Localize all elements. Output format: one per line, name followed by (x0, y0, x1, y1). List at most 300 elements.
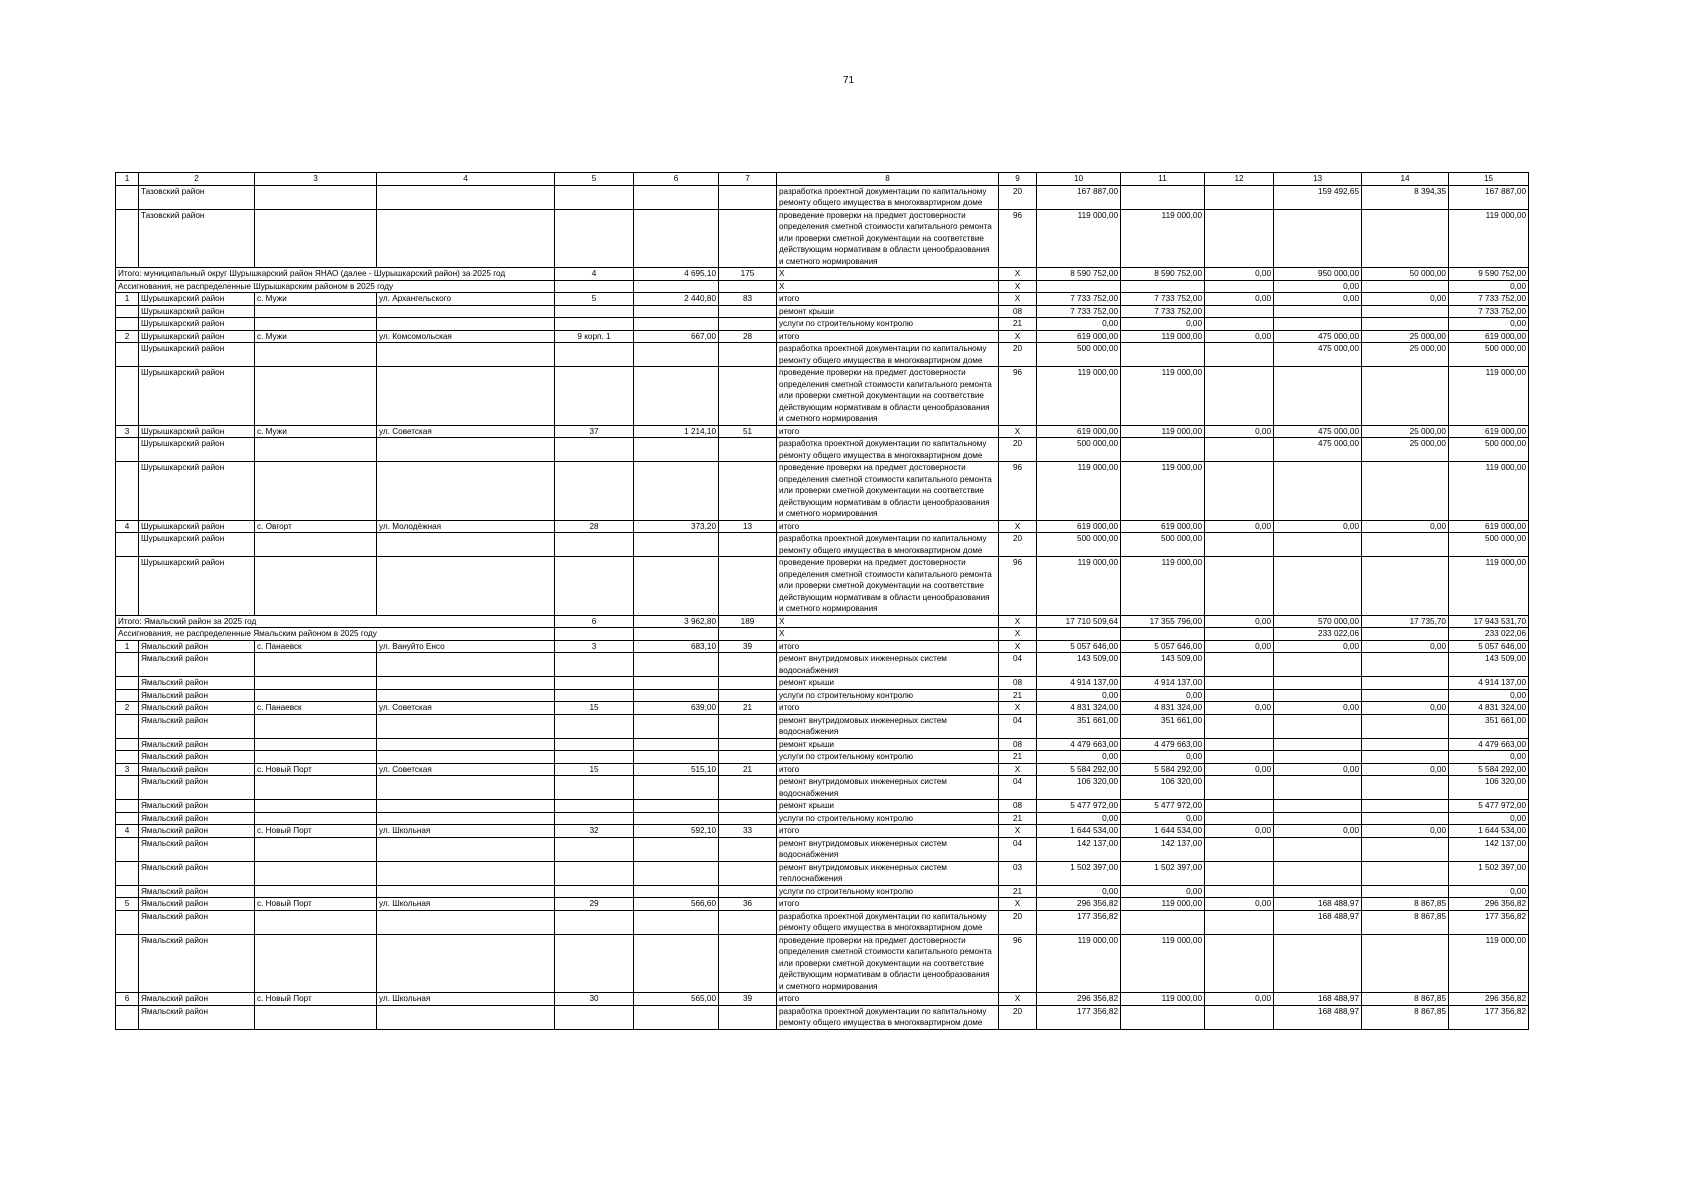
table-cell: 0,00 (1362, 825, 1449, 838)
table-cell: итого (777, 520, 999, 533)
table-cell: 619 000,00 (1037, 520, 1121, 533)
table-cell: 0,00 (1449, 885, 1529, 898)
table-cell (634, 812, 719, 825)
table-cell: 619 000,00 (1449, 425, 1529, 438)
table-cell (634, 1005, 719, 1029)
table-cell (719, 557, 777, 616)
table-cell: услуги по строительному контролю (777, 885, 999, 898)
table-cell (555, 812, 634, 825)
table-cell: 30 (555, 993, 634, 1006)
table-cell (116, 861, 139, 885)
table-cell (116, 209, 139, 268)
table-cell (555, 209, 634, 268)
column-header: 14 (1362, 173, 1449, 186)
capital-repair-table (115, 172, 1529, 1030)
table-cell (377, 800, 555, 813)
table-cell: 0,00 (1274, 520, 1362, 533)
table-cell: с. Панаевск (255, 640, 377, 653)
table-cell: 0,00 (1205, 293, 1274, 306)
table-cell: 3 (116, 425, 139, 438)
table-cell: 142 137,00 (1037, 837, 1121, 861)
table-cell (377, 689, 555, 702)
table-cell (116, 533, 139, 557)
table-cell (555, 689, 634, 702)
table-cell (1362, 557, 1449, 616)
table-row (116, 367, 1529, 426)
table-cell: 0,00 (1274, 763, 1362, 776)
table-cell (116, 738, 139, 751)
table-cell (555, 305, 634, 318)
table-row (116, 885, 1529, 898)
table-cell: 619 000,00 (1037, 425, 1121, 438)
table-cell: 351 661,00 (1449, 714, 1529, 738)
table-cell: 0,00 (1121, 318, 1205, 331)
table-cell (1362, 653, 1449, 677)
table-cell: итого (777, 898, 999, 911)
table-cell (719, 776, 777, 800)
table-cell: ул. Молодёжная (377, 520, 555, 533)
table-cell (719, 812, 777, 825)
table-cell: 351 661,00 (1037, 714, 1121, 738)
summary-label: Итого: муниципальный округ Шурышкарский район ЯНАО (далее - Шурышкарский район) за 2025 год (116, 268, 555, 281)
table-cell: 21 (999, 812, 1037, 825)
table-cell: 04 (999, 837, 1037, 861)
table-cell: 167 887,00 (1037, 185, 1121, 209)
table-cell: 351 661,00 (1121, 714, 1205, 738)
table-cell (255, 185, 377, 209)
column-header: 8 (777, 173, 999, 186)
table-cell: 177 356,82 (1449, 1005, 1529, 1029)
table-cell (1205, 280, 1274, 293)
table-cell: 106 320,00 (1121, 776, 1205, 800)
table-cell: Шурышкарский район (139, 330, 255, 343)
table-cell: 28 (719, 330, 777, 343)
table-cell: 119 000,00 (1121, 367, 1205, 426)
table-cell (1362, 689, 1449, 702)
table-cell (719, 714, 777, 738)
table-cell (719, 318, 777, 331)
table-cell: 175 (719, 268, 777, 281)
table-cell: 3 (116, 763, 139, 776)
table-cell (1205, 812, 1274, 825)
table-cell: 20 (999, 185, 1037, 209)
table-cell: 7 733 752,00 (1449, 305, 1529, 318)
column-header: 11 (1121, 173, 1205, 186)
table-cell: Ямальский район (139, 861, 255, 885)
table-cell: ремонт крыши (777, 738, 999, 751)
table-cell: 1 (116, 293, 139, 306)
table-cell: 619 000,00 (1449, 520, 1529, 533)
table-cell: услуги по строительному контролю (777, 812, 999, 825)
table-cell (555, 533, 634, 557)
table-cell: 4 479 663,00 (1121, 738, 1205, 751)
table-cell (1037, 628, 1121, 641)
table-cell: 7 733 752,00 (1037, 305, 1121, 318)
table-cell: 0,00 (1449, 751, 1529, 764)
table-cell (719, 885, 777, 898)
table-cell: 143 509,00 (1037, 653, 1121, 677)
table-cell: Ямальский район (139, 934, 255, 993)
table-cell (1362, 934, 1449, 993)
table-cell: 04 (999, 653, 1037, 677)
table-cell (255, 318, 377, 331)
table-cell (555, 318, 634, 331)
table-cell (1274, 800, 1362, 813)
table-cell: Ямальский район (139, 689, 255, 702)
table-cell: с. Новый Порт (255, 825, 377, 838)
table-cell (1362, 280, 1449, 293)
table-cell: 21 (719, 763, 777, 776)
table-cell (255, 714, 377, 738)
table-cell: с. Панаевск (255, 702, 377, 715)
table-cell (377, 812, 555, 825)
table-cell: Шурышкарский район (139, 305, 255, 318)
table-cell: 0,00 (1205, 425, 1274, 438)
table-cell: 9 корп. 1 (555, 330, 634, 343)
table-cell (634, 738, 719, 751)
table-cell (116, 812, 139, 825)
table-cell (116, 557, 139, 616)
summary-row (116, 268, 1529, 281)
table-cell: 5 477 972,00 (1121, 800, 1205, 813)
table-cell: ремонт крыши (777, 677, 999, 690)
table-cell: 0,00 (1449, 689, 1529, 702)
table-cell: 565,00 (634, 993, 719, 1006)
table-cell: 515,10 (634, 763, 719, 776)
table-cell: с. Новый Порт (255, 763, 377, 776)
table-cell: 570 000,00 (1274, 615, 1362, 628)
table-cell: 296 356,82 (1037, 898, 1121, 911)
table-cell (1274, 209, 1362, 268)
table-cell: 2 440,80 (634, 293, 719, 306)
table-cell: 15 (555, 763, 634, 776)
table-cell (1362, 861, 1449, 885)
table-cell: 667,00 (634, 330, 719, 343)
table-cell: ремонт крыши (777, 305, 999, 318)
table-cell: проведение проверки на предмет достоверности определения сметной стоимости капитального ремонта или проверки сметной документации на соответствие действующим нормативам в области ценообразования и сметного нормирования (777, 209, 999, 268)
table-cell (719, 653, 777, 677)
table-cell: Ямальский район (139, 763, 255, 776)
table-cell (1274, 318, 1362, 331)
table-cell (1274, 776, 1362, 800)
table-cell (1121, 185, 1205, 209)
table-cell (555, 861, 634, 885)
column-header: 15 (1449, 173, 1529, 186)
table-cell: 8 867,85 (1362, 898, 1449, 911)
table-cell: 119 000,00 (1121, 557, 1205, 616)
table-cell (377, 438, 555, 462)
table-cell (1274, 689, 1362, 702)
table-cell: 0,00 (1205, 702, 1274, 715)
table-cell: ремонт внутридомовых инженерных систем водоснабжения (777, 714, 999, 738)
table-cell: ул. Вануйто Енсо (377, 640, 555, 653)
table-cell: 37 (555, 425, 634, 438)
table-cell: 7 733 752,00 (1121, 305, 1205, 318)
table-cell (634, 280, 719, 293)
table-cell (555, 653, 634, 677)
table-cell: 20 (999, 438, 1037, 462)
table-cell: 0,00 (1362, 293, 1449, 306)
table-cell: 168 488,97 (1274, 910, 1362, 934)
table-cell: 119 000,00 (1037, 557, 1121, 616)
table-cell: X (777, 615, 999, 628)
table-cell (555, 628, 634, 641)
table-cell: с. Новый Порт (255, 993, 377, 1006)
table-cell: 39 (719, 993, 777, 1006)
table-cell: ул. Советская (377, 702, 555, 715)
table-cell: 4 831 324,00 (1449, 702, 1529, 715)
table-cell (1205, 305, 1274, 318)
table-cell (1205, 557, 1274, 616)
table-cell: 0,00 (1037, 318, 1121, 331)
table-cell: 0,00 (1205, 825, 1274, 838)
table-cell: проведение проверки на предмет достоверности определения сметной стоимости капитального ремонта или проверки сметной документации на соответствие действующим нормативам в области ценообразования и сметного нормирования (777, 462, 999, 521)
table-cell: 619 000,00 (1449, 330, 1529, 343)
table-cell: 500 000,00 (1037, 438, 1121, 462)
table-cell: X (999, 280, 1037, 293)
table-cell: 0,00 (1037, 689, 1121, 702)
table-cell: Ямальский район (139, 640, 255, 653)
table-cell (555, 885, 634, 898)
table-row (116, 689, 1529, 702)
table-cell: ул. Советская (377, 425, 555, 438)
table-cell: Ямальский район (139, 738, 255, 751)
table-cell (255, 800, 377, 813)
table-cell (1274, 462, 1362, 521)
table-cell: 500 000,00 (1121, 533, 1205, 557)
table-cell (719, 677, 777, 690)
table-cell (555, 343, 634, 367)
table-cell: 20 (999, 1005, 1037, 1029)
table-cell (1362, 776, 1449, 800)
table-cell (1362, 628, 1449, 641)
table-cell: 04 (999, 776, 1037, 800)
table-cell: 233 022,06 (1274, 628, 1362, 641)
table-cell (719, 280, 777, 293)
table-cell: X (999, 640, 1037, 653)
table-cell (377, 910, 555, 934)
table-cell: 119 000,00 (1449, 462, 1529, 521)
table-cell (719, 438, 777, 462)
table-cell: с. Мужи (255, 330, 377, 343)
table-cell (1205, 861, 1274, 885)
table-cell (377, 367, 555, 426)
table-cell: 20 (999, 343, 1037, 367)
table-cell: 475 000,00 (1274, 343, 1362, 367)
table-cell: итого (777, 993, 999, 1006)
table-cell: 0,00 (1205, 615, 1274, 628)
table-cell: 6 (555, 615, 634, 628)
table-cell: Ямальский район (139, 1005, 255, 1029)
table-cell: 619 000,00 (1037, 330, 1121, 343)
table-cell: 4 (555, 268, 634, 281)
table-cell (1362, 812, 1449, 825)
table-cell (555, 438, 634, 462)
table-cell: 0,00 (1362, 640, 1449, 653)
table-cell (1362, 533, 1449, 557)
table-cell: 15 (555, 702, 634, 715)
table-cell: 08 (999, 305, 1037, 318)
table-cell: 4 (116, 825, 139, 838)
table-row (116, 776, 1529, 800)
table-row (116, 185, 1529, 209)
table-cell: ул. Архангельского (377, 293, 555, 306)
table-cell: X (777, 268, 999, 281)
table-cell (1205, 885, 1274, 898)
table-cell (1205, 910, 1274, 934)
table-cell: Ямальский район (139, 837, 255, 861)
table-cell: Ямальский район (139, 677, 255, 690)
table-cell: 0,00 (1205, 520, 1274, 533)
table-cell (377, 209, 555, 268)
table-cell: разработка проектной документации по капитальному ремонту общего имущества в многоквартирном доме (777, 343, 999, 367)
table-cell (719, 934, 777, 993)
table-cell (719, 837, 777, 861)
table-cell (1121, 438, 1205, 462)
table-cell: 5 584 292,00 (1121, 763, 1205, 776)
table-cell: разработка проектной документации по капитальному ремонту общего имущества в многоквартирном доме (777, 1005, 999, 1029)
table-cell: Тазовский район (139, 185, 255, 209)
table-cell (116, 776, 139, 800)
table-cell: 7 733 752,00 (1037, 293, 1121, 306)
table-cell: 25 000,00 (1362, 438, 1449, 462)
table-cell (1274, 305, 1362, 318)
table-cell (1205, 837, 1274, 861)
table-cell: 5 584 292,00 (1037, 763, 1121, 776)
table-cell (634, 557, 719, 616)
table-cell: 5 (555, 293, 634, 306)
table-row (116, 653, 1529, 677)
table-cell: 189 (719, 615, 777, 628)
table-cell: 25 000,00 (1362, 425, 1449, 438)
table-cell (719, 1005, 777, 1029)
table-cell: 17 943 531,70 (1449, 615, 1529, 628)
table-row (116, 330, 1529, 343)
table-cell: ремонт внутридомовых инженерных систем водоснабжения (777, 776, 999, 800)
table-cell (255, 367, 377, 426)
table-cell (377, 318, 555, 331)
table-cell (377, 714, 555, 738)
table-cell: X (999, 425, 1037, 438)
table-cell (719, 343, 777, 367)
table-cell (634, 318, 719, 331)
table-cell: 119 000,00 (1037, 934, 1121, 993)
summary-label: Ассигнования, не распределенные Ямальским районом в 2025 году (116, 628, 555, 641)
table-cell (555, 800, 634, 813)
table-cell: 21 (999, 885, 1037, 898)
table-cell: итого (777, 825, 999, 838)
table-cell: 8 394,35 (1362, 185, 1449, 209)
table-cell: 566,60 (634, 898, 719, 911)
table-cell: 142 137,00 (1449, 837, 1529, 861)
table-cell (255, 653, 377, 677)
table-cell: 119 000,00 (1037, 367, 1121, 426)
table-cell: 5 057 646,00 (1449, 640, 1529, 653)
table-cell: 4 479 663,00 (1449, 738, 1529, 751)
table-cell: Шурышкарский район (139, 520, 255, 533)
table-cell (1362, 738, 1449, 751)
table-cell: 1 (116, 640, 139, 653)
table-cell (116, 305, 139, 318)
table-cell: 0,00 (1121, 812, 1205, 825)
table-cell (1205, 714, 1274, 738)
table-cell: 0,00 (1037, 885, 1121, 898)
table-cell (1362, 462, 1449, 521)
table-cell: проведение проверки на предмет достоверности определения сметной стоимости капитального ремонта или проверки сметной документации на соответствие действующим нормативам в области ценообразования и сметного нормирования (777, 367, 999, 426)
table-cell (719, 367, 777, 426)
table-cell (634, 305, 719, 318)
table-cell (1205, 367, 1274, 426)
table-cell (116, 714, 139, 738)
table-cell (116, 934, 139, 993)
table-cell (1274, 533, 1362, 557)
table-row (116, 425, 1529, 438)
table-cell (1205, 462, 1274, 521)
table-cell: услуги по строительному контролю (777, 689, 999, 702)
table-cell: 21 (999, 689, 1037, 702)
table-cell: 4 914 137,00 (1037, 677, 1121, 690)
table-cell: 3 (555, 640, 634, 653)
table-cell (719, 185, 777, 209)
table-cell: X (999, 628, 1037, 641)
table-cell: с. Мужи (255, 293, 377, 306)
summary-label: Итого: Ямальский район за 2025 год (116, 615, 555, 628)
table-cell: Ямальский район (139, 898, 255, 911)
table-cell (1274, 738, 1362, 751)
table-cell: 0,00 (1205, 640, 1274, 653)
table-cell: 5 057 646,00 (1037, 640, 1121, 653)
table-cell (255, 689, 377, 702)
table-cell (116, 751, 139, 764)
table-cell: услуги по строительному контролю (777, 318, 999, 331)
table-cell: 143 509,00 (1449, 653, 1529, 677)
table-cell (255, 776, 377, 800)
table-cell: Шурышкарский район (139, 438, 255, 462)
table-row (116, 861, 1529, 885)
table-cell (719, 689, 777, 702)
table-cell: 25 000,00 (1362, 343, 1449, 367)
table-cell (1362, 305, 1449, 318)
table-cell (1205, 533, 1274, 557)
table-cell (116, 367, 139, 426)
table-cell: 1 644 534,00 (1121, 825, 1205, 838)
table-row (116, 293, 1529, 306)
table-row (116, 533, 1529, 557)
table-cell: 373,20 (634, 520, 719, 533)
table-cell (719, 910, 777, 934)
table-cell: Шурышкарский район (139, 533, 255, 557)
table-cell: 500 000,00 (1037, 343, 1121, 367)
table-cell: X (777, 628, 999, 641)
table-cell: ремонт внутридомовых инженерных систем водоснабжения (777, 837, 999, 861)
table-cell (377, 185, 555, 209)
page-number: 71 (842, 75, 855, 86)
table-cell (719, 800, 777, 813)
table-cell: 4 831 324,00 (1121, 702, 1205, 715)
table-cell: Ямальский район (139, 885, 255, 898)
table-cell (255, 462, 377, 521)
table-cell: 83 (719, 293, 777, 306)
table-cell (634, 462, 719, 521)
table-cell (634, 885, 719, 898)
table-cell: 4 914 137,00 (1121, 677, 1205, 690)
table-cell: 17 355 796,00 (1121, 615, 1205, 628)
table-cell: 500 000,00 (1449, 533, 1529, 557)
table-cell (1362, 209, 1449, 268)
table-cell: X (999, 993, 1037, 1006)
table-cell: 4 695,10 (634, 268, 719, 281)
table-cell: итого (777, 293, 999, 306)
